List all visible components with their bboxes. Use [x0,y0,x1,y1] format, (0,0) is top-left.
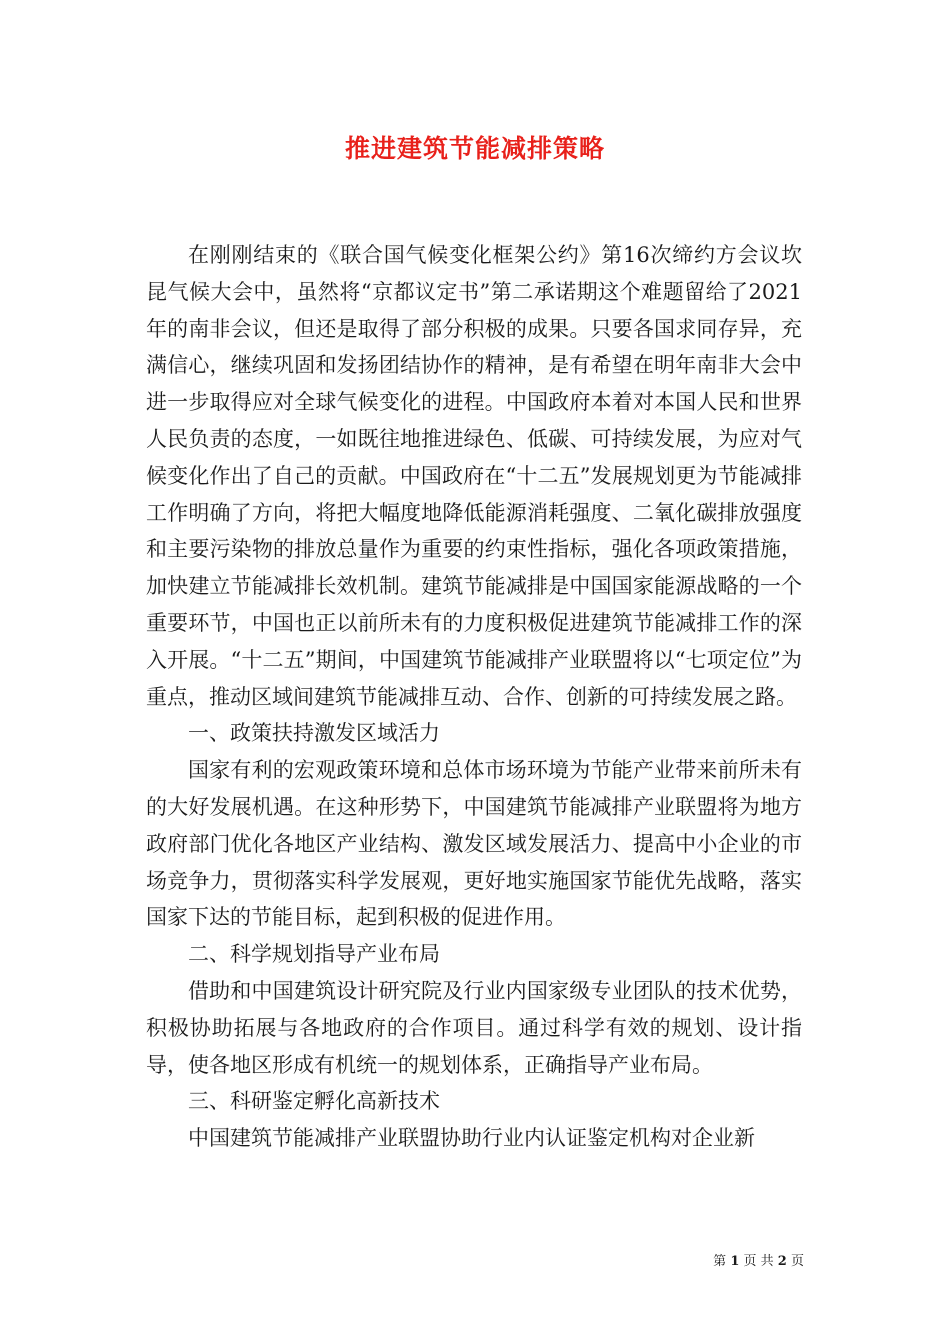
section-heading: 一、政策扶持激发区域活力 [188,721,440,746]
document-body [146,237,802,1157]
body-paragraph: 借助和中国建筑设计研究院及行业内国家级专业团队的技术优势，积极协助拓展与各地政府的合作项目。通过科学有效的规划、设计指导，使各地区形成有机统一的规划体系，正确指导产业布局。 [146,978,802,1077]
footer-prefix: 第 [713,1254,727,1269]
current-page-number: 1 [730,1254,740,1269]
page-footer [713,1250,804,1269]
section-heading: 三、科研鉴定孵化高新技术 [188,1089,440,1114]
body-paragraph: 国家有利的宏观政策环境和总体市场环境为节能产业带来前所未有的大好发展机遇。在这种形势下，中国建筑节能减排产业联盟将为地方政府部门优化各地区产业结构、激发区域发展活力、提高中小企业的市场竞争力，贯彻落实科学发展观，更好地实施国家节能优先战略，落实国家下达的节能目标，起到积极的促进作用。 [146,758,802,930]
footer-suffix: 页 [790,1254,804,1269]
body-paragraph: 在刚刚结束的《联合国气候变化框架公约》第16次缔约方会议坎昆气候大会中，虽然将“京都议定书”第二承诺期这个难题留给了2021年的南非会议，但还是取得了部分积极的成果。只要各国求同存异，充满信心，继续巩固和发扬团结协作的精神，是有希望在明年南非大会中进一步取得应对全球气候变化的进程。中国政府本着对本国人民和世界人民负责的态度，一如既往地推进绿色、低碳、可持续发展，为应对气候变化作出了自己的贡献。中国政府在“十二五”发展规划更为节能减排工作明确了方向，将把大幅度地降低能源消耗强度、二氧化碳排放强度和主要污染物的排放总量作为重要的约束性指标，强化各项政策措施，加快建立节能减排长效机制。建筑节能减排是中国国家能源战略的一个重要环节，中国也正以前所未有的力度积极促进建筑节能减排工作的深入开展。“十二五”期间，中国建筑节能减排产业联盟将以“七项定位”为重点，推动区域间建筑节能减排互动、合作、创新的可持续发展之路。 [146,243,802,709]
body-paragraph: 中国建筑节能减排产业联盟协助行业内认证鉴定机构对企业新 [188,1126,755,1151]
document-title: 推进建筑节能减排策略 [344,134,605,163]
total-pages-number: 2 [777,1254,787,1269]
footer-middle: 页 共 [743,1254,774,1269]
section-heading: 二、科学规划指导产业布局 [188,942,440,967]
